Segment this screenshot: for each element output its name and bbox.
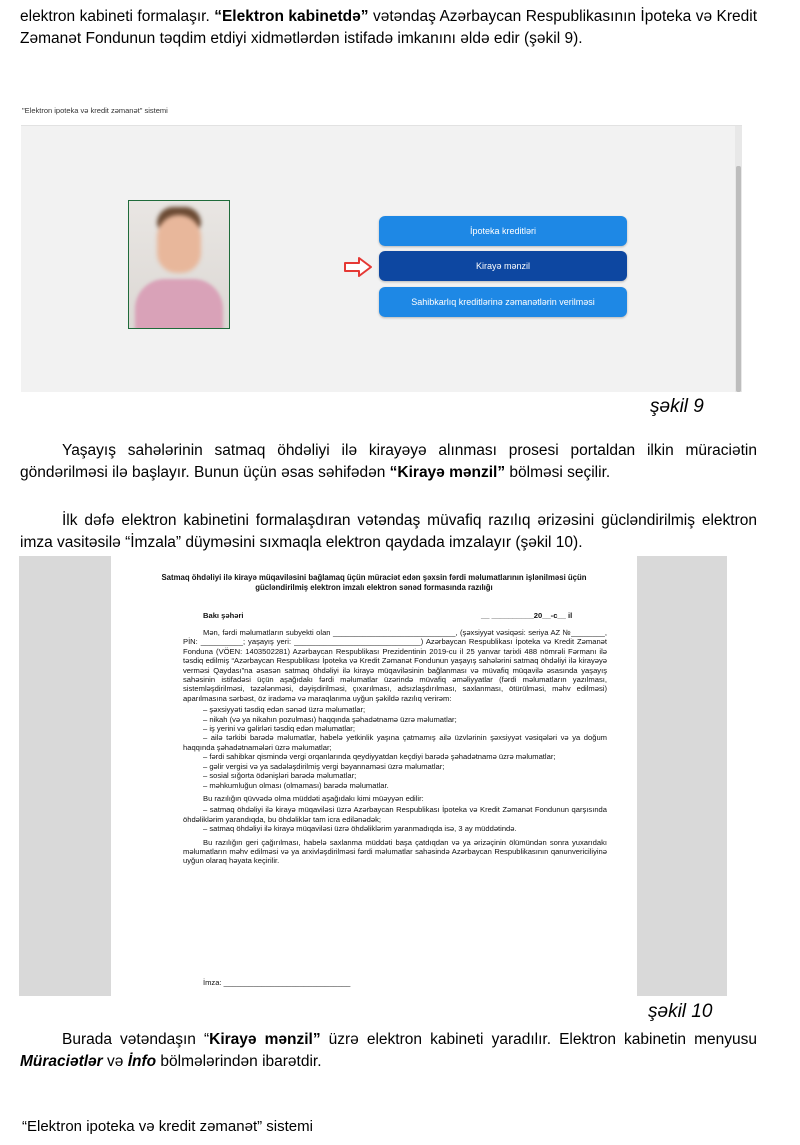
red-arrow-icon	[343, 256, 373, 278]
list-item: – şəxsiyyəti təsdiq edən sənəd üzrə məlumatlar;	[203, 705, 366, 715]
list-item: – sosial sığorta ödənişləri barədə məlumatlar;	[203, 771, 357, 781]
document-city: Bakı şəhəri	[203, 611, 244, 620]
intro-paragraph: elektron kabineti formalaşır. “Elektron kabinetdə” vətəndaş Azərbaycan Respublikasının İpoteka və Kredit Zəmanət Fondunun təqdim etdiyi xidmətlərdən istifadə imkanını əldə edir (şəkil 9).	[20, 8, 757, 47]
figure9-system-label: "Elektron ipoteka və kredit zəmanət" sistemi	[22, 106, 168, 115]
list-item: – iş yerini və gəlirləri təsdiq edən məlumatlar;	[203, 724, 355, 734]
ipoteka-kreditleri-button[interactable]: İpoteka kreditləri	[379, 216, 627, 246]
sahibkarliq-zemanet-button[interactable]: Sahibkarlıq kreditlərinə zəmanətlərin verilməsi	[379, 287, 627, 317]
list-item: – satmaq öhdəliyi ilə kirayə müqaviləsi üzrə Azərbaycan Respublikası İpoteka və Kredit Zəmanət Fondunun qarşısında öhdəliklərim yarandıqda, bu öhdəliklər tam icra edilənədək;	[183, 805, 607, 824]
list-item: – fərdi sahibkar qismində vergi orqanlarında qeydiyyatdan keçdiyi barədə şəhadətnamə üzrə məlumatlar;	[203, 752, 556, 762]
list-item: – gəlir vergisi və ya sadələşdirilmiş vergi bəyannaməsi üzrə məlumatlar;	[203, 761, 445, 771]
figure9-screenshot	[21, 125, 742, 392]
scrollbar-thumb[interactable]	[736, 166, 741, 392]
scrollbar[interactable]	[735, 126, 742, 392]
document-body	[183, 628, 607, 868]
document-list-data	[183, 705, 607, 790]
document-signature-line: İmza: ______________________________	[203, 978, 351, 987]
document-title: Satmaq öhdəliyi ilə kirayə müqaviləsini bağlamaq üçün müraciət edən şəxsin fərdi məlumatlarının işlənilməsi üçün gücləndirilmiş elektron imzalı elektron sənəd formasında razılığı	[161, 573, 587, 592]
list-item: – ailə tərkibi barədə məlumatlar, habelə yetkinlik yaşına çatmamış ailə üzvlərinin şəxsiyyət vəsiqələri və ya doğum haqqında şəhadətnamələri üzrə məlumatlar;	[183, 733, 607, 752]
list-item: – nikah (və ya nikahın pozulması) haqqında şəhadətnamə üzrə məlumatlar;	[203, 714, 457, 724]
document-list-validity	[183, 805, 607, 833]
user-photo-icon	[128, 200, 230, 329]
document-paragraph-consent: Mən, fərdi məlumatların subyekti olan _____________________________, (şəxsiyyət vəsiqəsi: seriya AZ №________, PİN: __________; yaşayış yeri: ______________________________) Azərbaycan Respublikası İpoteka və Kredit Zəmanət Fonduna (VÖEN: 1403502281) Azərbaycan Respublikası Prezidentinin 2019-cu il 25 yanvar tarixli 488 nömrəli Fərmanı ilə təsdiq edilmiş “Azərbaycan Respublikası İpoteka və Kredit Zəmanət Fondunun yaşayış sahələrini satmaq öhdəliyi ilə kirayəyə verməsi Qaydası”na əsasən satmaq öhdəliyi ilə kirayə müqaviləsinin bağlanması və müvafiq müqavilə əsasında yaşayış sahəsinin istifadəsi üçün aşağıdakı fərdi məlumatlar üzərində müvafiq əməliyyatlar (fərdi məlumatların yazılması, sistemləşdirilməsi, təzələnməsi, dəyişdirilməsi, çıxarılması, adsızlaşdırılması, saxlanması, ötürülməsi, məhv edilməsi) aparılmasına sərbəst, öz iradəmə və maraqlarıma uyğun şəkildə razılıq verirəm:	[183, 628, 607, 703]
document-paragraph-validity: Bu razılığın qüvvədə olma müddəti aşağıdakı kimi müəyyən edilir:	[203, 793, 424, 803]
consent-document	[111, 556, 637, 996]
page-footer: “Elektron ipoteka və kredit zəmanət” sistemi	[22, 1118, 313, 1135]
document-date: __ __________20__-c__ il	[481, 611, 573, 620]
figure10-document-screenshot	[19, 556, 727, 996]
document-paragraph-revocation: Bu razılığın geri çağırılması, habelə saxlanma müddəti başa çatdıqdan və ya ərizəçinin ölümündən sonra yuxarıdakı məlumatların məhv edilməsi və ya arxivləşdirilməsi fərdi məlumatlar sahəsində Azərbaycan Respublikasının qanunvericiliyinə uyğun olaraq həyata keçirilir.	[183, 837, 607, 866]
figure10-caption: şəkil 10	[648, 1001, 713, 1022]
paragraph-kiraye-process: Yaşayış sahələrinin satmaq öhdəliyi ilə kirayəyə alınması prosesi portaldan ilkin müraciətin göndərilməsi ilə başlayır. Bunun üçün əsas səhifədən “Kirayə mənzil” bölməsi seçilir.	[20, 442, 757, 481]
paragraph-cabinet-menu: Burada vətəndaşın “Kirayə mənzil” üzrə elektron kabineti yaradılır. Elektron kabinetin menyusu Müraciətlər və İnfo bölmələrindən ibarətdir.	[20, 1031, 758, 1070]
list-item: – satmaq öhdəliyi ilə kirayə müqaviləsi üzrə öhdəliklərim yaranmadıqda isə, 3 ay müddətində.	[203, 824, 517, 834]
kiraye-menzil-button[interactable]: Kirayə mənzil	[379, 251, 627, 281]
figure9-caption: şəkil 9	[650, 396, 704, 417]
list-item: – məhkumluğun olması (olmaması) barədə məlumatlar.	[203, 780, 389, 790]
paragraph-imzala: İlk dəfə elektron kabinetini formalaşdıran vətəndaş müvafiq razılıq ərizəsini gücləndirilmiş elektron imza vasitəsilə “İmzala” düyməsini sıxmaqla elektron qaydada imzalayır (şəkil 10).	[20, 512, 757, 551]
